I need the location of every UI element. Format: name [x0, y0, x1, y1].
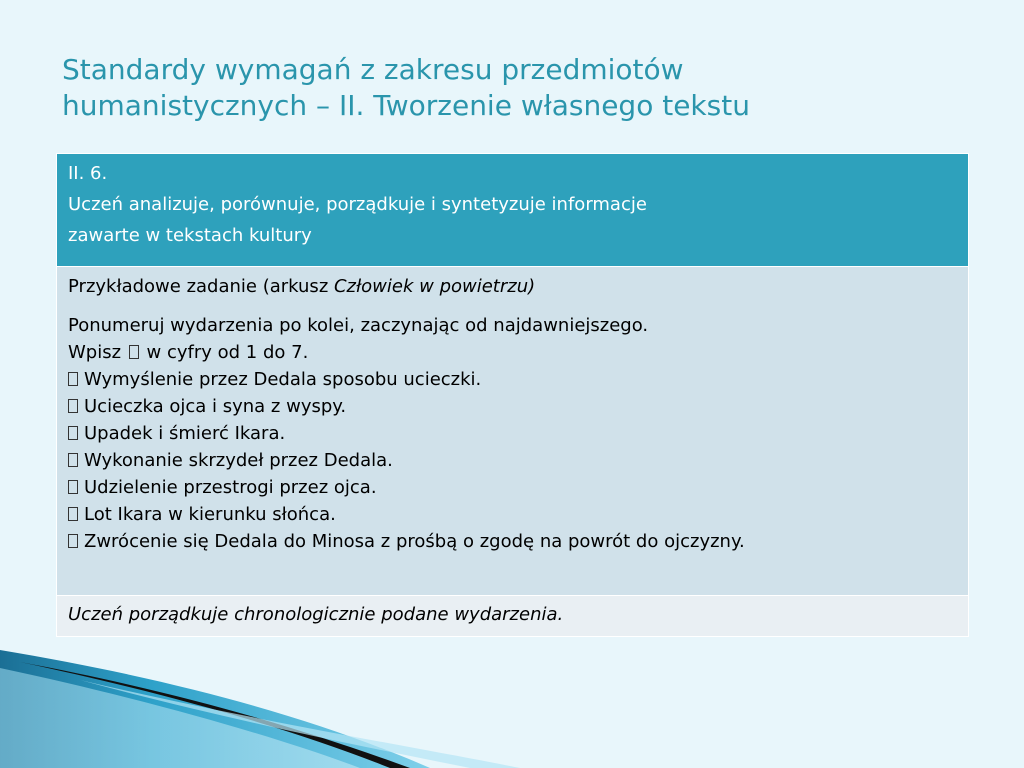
example-task-cell	[57, 267, 969, 596]
answer-box-icon	[68, 507, 78, 521]
list-item-label: Wykonanie skrzydeł przez Dedala.	[84, 450, 393, 471]
standard-description-line-1: Uczeń analizuje, porównuje, porządkuje i syntetyzuje informacje	[68, 194, 647, 215]
answer-box-icon	[68, 399, 78, 413]
instruction-prefix: Wpisz	[68, 342, 122, 363]
list-item-label: Lot Ikara w kierunku słońca.	[84, 504, 336, 525]
list-item-label: Upadek i śmierć Ikara.	[84, 423, 286, 444]
example-task-heading	[68, 273, 958, 300]
task-instruction-line-2	[68, 339, 958, 366]
answer-box-icon	[68, 480, 78, 494]
answer-box-icon	[129, 345, 139, 359]
list-item	[68, 366, 958, 393]
list-item	[68, 393, 958, 420]
list-item-label: Udzielenie przestrogi przez ojca.	[84, 477, 377, 498]
list-item	[68, 447, 958, 474]
example-sheet-title: Człowiek w powietrzu)	[333, 276, 536, 297]
list-item	[68, 528, 958, 555]
event-list	[68, 366, 958, 555]
answer-box-icon	[68, 372, 78, 386]
list-item	[68, 474, 958, 501]
table-header-cell	[57, 154, 969, 267]
standard-code: II. 6.	[68, 163, 108, 184]
decorative-swoosh	[0, 640, 1024, 768]
light-swoosh-shape	[0, 668, 360, 768]
table-footer-row	[57, 596, 969, 637]
list-item	[68, 501, 958, 528]
list-item-label: Ucieczka ojca i syna z wyspy.	[84, 396, 347, 417]
answer-box-icon	[68, 426, 78, 440]
task-instruction-line-1: Ponumeruj wydarzenia po kolei, zaczynając od najdawniejszego.	[68, 315, 649, 336]
example-task-prefix: Przykładowe zadanie (arkusz	[68, 276, 334, 297]
list-item-label: Wymyślenie przez Dedala sposobu ucieczki.	[84, 369, 482, 390]
slide-title	[62, 52, 962, 124]
instruction-suffix: w cyfry od 1 do 7.	[146, 342, 309, 363]
list-item-label: Zwrócenie się Dedala do Minosa z prośbą o zgodę na powrót do ojczyzny.	[84, 531, 745, 552]
answer-box-icon	[68, 453, 78, 467]
table-body-row	[57, 267, 969, 596]
standards-table	[56, 153, 969, 637]
answer-box-icon	[68, 534, 78, 548]
table-header-row	[57, 154, 969, 267]
slide-title-line-2: humanistycznych – II. Tworzenie własnego tekstu	[62, 89, 750, 122]
table-footer-cell: Uczeń porządkuje chronologicznie podane wydarzenia.	[57, 596, 969, 637]
list-item	[68, 420, 958, 447]
standard-description-line-2: zawarte w tekstach kultury	[68, 225, 312, 246]
slide-title-line-1: Standardy wymagań z zakresu przedmiotów	[62, 53, 684, 86]
